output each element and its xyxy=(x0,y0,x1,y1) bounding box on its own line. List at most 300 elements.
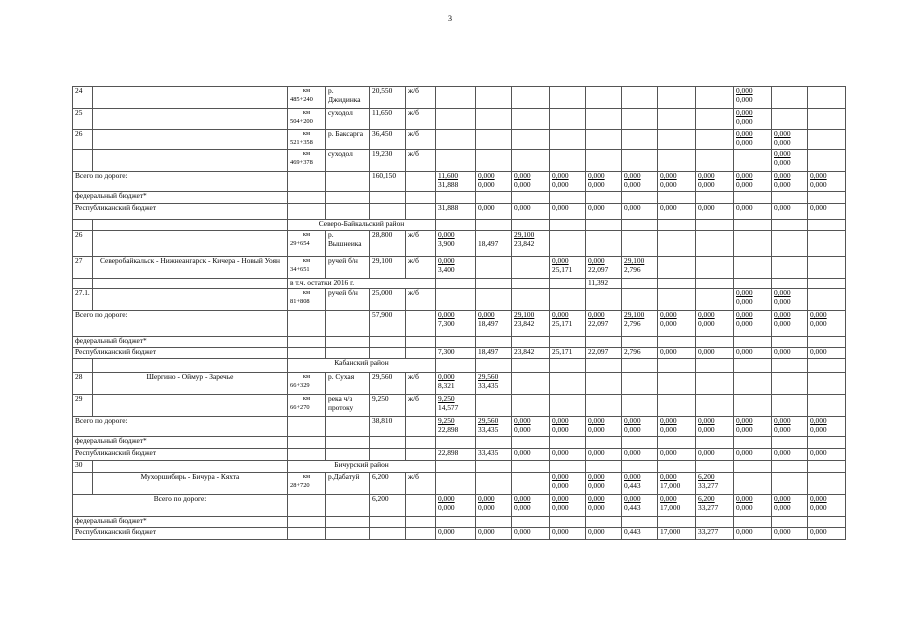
empty-cell xyxy=(808,279,846,289)
km-text: км xyxy=(302,473,311,480)
km-text: км xyxy=(302,130,311,137)
budget-value: 33,435 xyxy=(476,449,512,461)
budget-value: 0,000 xyxy=(476,528,512,540)
value-cell xyxy=(808,417,846,437)
empty-cell xyxy=(73,279,93,289)
value-cell xyxy=(622,373,658,395)
value-cell xyxy=(436,395,476,417)
value-text: 0,000 xyxy=(810,494,827,503)
page-number: 3 xyxy=(448,14,452,23)
value-text: 0,000 xyxy=(478,171,495,180)
table-row xyxy=(73,461,846,473)
empty-cell xyxy=(93,279,288,289)
value-text: 0,000 xyxy=(514,502,531,512)
empty-cell xyxy=(288,311,326,337)
value-text: 0,000 xyxy=(588,179,605,189)
bridge-repair-table xyxy=(72,86,846,540)
empty-cell xyxy=(326,417,370,437)
empty-cell xyxy=(288,348,326,359)
value-cell xyxy=(734,373,772,395)
row-number: 27 xyxy=(73,257,93,279)
bridge-type: ж/б xyxy=(406,395,436,417)
value-text: 0,000 xyxy=(736,116,753,126)
value-cell xyxy=(772,257,808,279)
table-row xyxy=(73,130,846,150)
empty-cell xyxy=(550,192,586,204)
value-cell xyxy=(808,495,846,517)
value-cell xyxy=(772,373,808,395)
value-text: 0,000 xyxy=(736,108,753,117)
budget-label: федеральный бюджет* xyxy=(73,437,288,449)
value-text: 0,000 xyxy=(660,416,677,425)
value-cell xyxy=(734,87,772,109)
value-text: 0,000 xyxy=(588,171,605,180)
empty-cell xyxy=(734,279,772,289)
value-cell xyxy=(586,373,622,395)
value-text: 0,000 xyxy=(588,494,605,503)
empty-cell xyxy=(658,517,696,528)
value-text: 18,497 xyxy=(478,238,499,248)
value-text: 0,000 xyxy=(810,171,827,180)
empty-cell xyxy=(772,192,808,204)
table-row xyxy=(73,204,846,220)
total-label: Всего по дороге: xyxy=(73,172,288,192)
km-cell xyxy=(288,150,326,172)
value-text: 0,000 xyxy=(736,288,753,297)
value-cell xyxy=(772,311,808,337)
budget-value: 0,000 xyxy=(734,204,772,220)
value-cell xyxy=(622,495,658,517)
empty-cell xyxy=(808,461,846,473)
empty-cell xyxy=(696,279,734,289)
table-row xyxy=(73,279,846,289)
bridge-type: ж/б xyxy=(406,231,436,257)
empty-cell xyxy=(808,337,846,348)
empty-cell xyxy=(512,517,550,528)
value-cell xyxy=(772,87,808,109)
value-cell xyxy=(436,289,476,311)
value-text: 0,000 xyxy=(736,416,753,425)
budget-value: 0,000 xyxy=(808,528,846,540)
value-cell xyxy=(696,473,734,495)
empty-cell xyxy=(622,517,658,528)
budget-value: 33,277 xyxy=(696,528,734,540)
table-row xyxy=(73,417,846,437)
value-cell xyxy=(586,473,622,495)
empty-cell xyxy=(586,192,622,204)
empty-cell xyxy=(436,337,476,348)
budget-label: Республиканский бюджет xyxy=(73,204,288,220)
empty-cell xyxy=(326,337,370,348)
value-text: 18,497 xyxy=(478,318,499,328)
km-text: 66+270 xyxy=(290,403,310,411)
value-text: 29,100 xyxy=(624,256,645,265)
empty-cell xyxy=(734,192,772,204)
value-cell xyxy=(550,289,586,311)
length: 29,100 xyxy=(370,257,406,279)
empty-cell xyxy=(476,220,512,231)
bridge-type: ж/б xyxy=(406,87,436,109)
location: р. Сухая xyxy=(326,373,370,395)
empty-cell xyxy=(772,337,808,348)
value-cell xyxy=(658,87,696,109)
value-cell xyxy=(696,130,734,150)
empty-cell xyxy=(808,437,846,449)
empty-cell xyxy=(622,220,658,231)
budget-value: 17,000 xyxy=(658,528,696,540)
empty-cell xyxy=(436,279,476,289)
value-cell xyxy=(512,395,550,417)
budget-value: 18,497 xyxy=(476,348,512,359)
empty-cell xyxy=(658,279,696,289)
table-row xyxy=(73,528,846,540)
empty-cell xyxy=(658,359,696,373)
budget-value: 0,000 xyxy=(512,449,550,461)
value-cell xyxy=(586,87,622,109)
empty-cell xyxy=(622,279,658,289)
value-cell xyxy=(436,130,476,150)
value-cell xyxy=(772,473,808,495)
budget-value: 2,796 xyxy=(622,348,658,359)
value-text: 0,000 xyxy=(736,494,753,503)
budget-value: 22,898 xyxy=(436,449,476,461)
empty-cell xyxy=(696,517,734,528)
value-cell xyxy=(696,417,734,437)
empty-cell xyxy=(436,461,476,473)
remainder-value: 11,392 xyxy=(586,279,622,289)
value-text: 0,000 xyxy=(660,179,677,189)
value-text: 0,000 xyxy=(438,256,455,265)
empty-cell xyxy=(658,192,696,204)
value-text: 0,000 xyxy=(736,296,753,306)
value-cell xyxy=(476,395,512,417)
empty-cell xyxy=(772,461,808,473)
budget-value: 0,000 xyxy=(734,348,772,359)
value-text: 0,000 xyxy=(774,171,791,180)
value-cell xyxy=(622,87,658,109)
table-row xyxy=(73,517,846,528)
km-text: 28+720 xyxy=(290,481,310,489)
length: 11,650 xyxy=(370,109,406,130)
empty-cell xyxy=(476,517,512,528)
row-number: 29 xyxy=(73,395,93,417)
empty-cell xyxy=(550,359,586,373)
budget-value: 0,000 xyxy=(772,348,808,359)
empty-cell xyxy=(622,337,658,348)
value-cell xyxy=(808,473,846,495)
empty-cell xyxy=(288,517,326,528)
value-cell xyxy=(550,495,586,517)
value-cell xyxy=(808,257,846,279)
value-text: 25,171 xyxy=(552,264,573,274)
empty-cell xyxy=(326,204,370,220)
value-cell xyxy=(512,417,550,437)
empty-cell xyxy=(512,359,550,373)
value-text: 0,000 xyxy=(698,318,715,328)
value-cell xyxy=(512,311,550,337)
row-number: 28 xyxy=(73,373,93,395)
value-cell xyxy=(476,473,512,495)
table-row xyxy=(73,172,846,192)
row-number xyxy=(73,473,93,495)
value-text: 0,000 xyxy=(552,494,569,503)
budget-value: 0,000 xyxy=(772,204,808,220)
empty-cell xyxy=(586,437,622,449)
value-cell xyxy=(772,150,808,172)
km-text: км xyxy=(302,109,311,116)
value-cell xyxy=(734,172,772,192)
empty-cell xyxy=(370,517,406,528)
row-number xyxy=(73,150,93,172)
empty-cell xyxy=(436,359,476,373)
empty-cell xyxy=(370,204,406,220)
value-text: 0,000 xyxy=(514,179,531,189)
value-cell xyxy=(512,473,550,495)
value-cell xyxy=(772,289,808,311)
value-text: 0,000 xyxy=(624,179,641,189)
empty-cell xyxy=(696,337,734,348)
empty-cell xyxy=(696,220,734,231)
empty-cell xyxy=(406,348,436,359)
value-cell xyxy=(622,417,658,437)
total-length: 57,900 xyxy=(370,311,406,337)
value-text: 22,097 xyxy=(588,318,609,328)
empty-cell xyxy=(406,192,436,204)
value-text: 0,000 xyxy=(736,171,753,180)
value-text: 0,000 xyxy=(552,310,569,319)
value-cell xyxy=(658,495,696,517)
value-text: 29,560 xyxy=(478,416,499,425)
empty-cell xyxy=(326,311,370,337)
value-text: 9,250 xyxy=(438,394,455,403)
value-cell xyxy=(550,373,586,395)
value-text: 0,000 xyxy=(736,94,753,104)
value-text: 17,000 xyxy=(660,480,681,490)
empty-cell xyxy=(288,337,326,348)
empty-cell xyxy=(476,461,512,473)
value-cell xyxy=(586,289,622,311)
value-cell xyxy=(658,150,696,172)
empty-cell xyxy=(772,437,808,449)
empty-cell xyxy=(326,348,370,359)
value-cell xyxy=(808,130,846,150)
value-cell xyxy=(658,289,696,311)
value-cell xyxy=(808,150,846,172)
value-text: 22,097 xyxy=(588,264,609,274)
total-length: 6,200 xyxy=(370,495,406,517)
empty-cell xyxy=(658,337,696,348)
table-row xyxy=(73,289,846,311)
value-cell xyxy=(436,87,476,109)
value-cell xyxy=(772,395,808,417)
budget-label: Республиканский бюджет xyxy=(73,348,288,359)
value-text: 0,000 xyxy=(478,310,495,319)
value-text: 29,100 xyxy=(514,310,535,319)
empty-cell xyxy=(288,204,326,220)
value-cell xyxy=(696,109,734,130)
value-text: 0,000 xyxy=(698,416,715,425)
km-text: км xyxy=(302,87,311,94)
budget-value: 0,000 xyxy=(550,449,586,461)
value-text: 0,000 xyxy=(660,424,677,434)
value-cell xyxy=(734,473,772,495)
value-text: 0,000 xyxy=(698,310,715,319)
empty-cell xyxy=(658,437,696,449)
value-text: 31,888 xyxy=(438,179,459,189)
value-cell xyxy=(808,395,846,417)
empty-cell xyxy=(550,220,586,231)
empty-cell xyxy=(406,437,436,449)
value-text: 29,560 xyxy=(478,372,499,381)
empty-cell xyxy=(436,192,476,204)
value-text: 0,000 xyxy=(810,502,827,512)
empty-cell xyxy=(586,461,622,473)
value-cell xyxy=(586,395,622,417)
km-text: км xyxy=(302,150,311,157)
km-cell xyxy=(288,109,326,130)
empty-cell xyxy=(406,417,436,437)
value-cell xyxy=(622,257,658,279)
value-text: 0,000 xyxy=(736,424,753,434)
value-text: 0,000 xyxy=(698,424,715,434)
value-cell xyxy=(476,109,512,130)
empty-cell xyxy=(288,192,326,204)
row-number: 25 xyxy=(73,109,93,130)
value-cell xyxy=(476,150,512,172)
value-cell xyxy=(512,289,550,311)
road-name xyxy=(93,130,288,150)
value-cell xyxy=(734,257,772,279)
value-text: 6,200 xyxy=(698,472,715,481)
empty-cell xyxy=(772,517,808,528)
bridge-type: ж/б xyxy=(406,109,436,130)
budget-label: Республиканский бюджет xyxy=(73,449,288,461)
value-cell xyxy=(696,373,734,395)
value-text: 0,000 xyxy=(552,171,569,180)
value-cell xyxy=(550,150,586,172)
road-name: Северобайкальск - Нижнеангарск - Кичера - Новый Уоян xyxy=(93,257,288,279)
table-row xyxy=(73,495,846,517)
value-cell xyxy=(772,495,808,517)
empty-cell xyxy=(93,359,288,373)
value-cell xyxy=(658,109,696,130)
value-text: 0,000 xyxy=(736,318,753,328)
district-title: Бичурский район xyxy=(288,461,436,473)
budget-value: 0,000 xyxy=(586,528,622,540)
value-text: 33,277 xyxy=(698,502,719,512)
empty-cell xyxy=(436,517,476,528)
value-text: 0,000 xyxy=(478,179,495,189)
value-text: 0,000 xyxy=(774,296,791,306)
value-cell xyxy=(696,395,734,417)
bridge-type: ж/б xyxy=(406,150,436,172)
budget-value: 0,000 xyxy=(436,528,476,540)
value-cell xyxy=(550,87,586,109)
value-cell xyxy=(586,109,622,130)
km-cell xyxy=(288,87,326,109)
value-cell xyxy=(696,289,734,311)
empty-cell xyxy=(512,192,550,204)
value-cell xyxy=(734,150,772,172)
empty-cell xyxy=(550,337,586,348)
value-cell xyxy=(658,417,696,437)
value-cell xyxy=(550,172,586,192)
value-text: 0,000 xyxy=(810,310,827,319)
empty-cell xyxy=(476,279,512,289)
budget-value: 7,300 xyxy=(436,348,476,359)
row-number: 27.1. xyxy=(73,289,93,311)
empty-cell xyxy=(326,495,370,517)
value-cell xyxy=(734,109,772,130)
km-text: 66+329 xyxy=(290,381,310,389)
empty-cell xyxy=(512,437,550,449)
road-name xyxy=(93,150,288,172)
total-label: Всего по дороге: xyxy=(73,495,288,517)
value-cell xyxy=(586,231,622,257)
length: 9,250 xyxy=(370,395,406,417)
empty-cell xyxy=(370,337,406,348)
budget-value: 23,842 xyxy=(512,348,550,359)
value-cell xyxy=(476,495,512,517)
district-title: Северо-Байкальский район xyxy=(288,220,436,231)
empty-cell xyxy=(93,220,288,231)
empty-cell xyxy=(476,359,512,373)
value-text: 0,000 xyxy=(552,502,569,512)
empty-cell xyxy=(658,461,696,473)
total-length: 160,150 xyxy=(370,172,406,192)
value-text: 0,000 xyxy=(660,494,677,503)
budget-value: 0,000 xyxy=(696,449,734,461)
value-cell xyxy=(586,130,622,150)
budget-value: 0,000 xyxy=(550,528,586,540)
location: ручей б/н xyxy=(326,257,370,279)
value-cell xyxy=(436,109,476,130)
table-row xyxy=(73,373,846,395)
table-row xyxy=(73,449,846,461)
value-text: 23,842 xyxy=(514,318,535,328)
value-text: 0,000 xyxy=(774,318,791,328)
value-text: 0,000 xyxy=(552,424,569,434)
km-cell xyxy=(288,395,326,417)
empty-cell xyxy=(406,172,436,192)
value-cell xyxy=(550,130,586,150)
empty-cell xyxy=(808,192,846,204)
value-cell xyxy=(512,130,550,150)
empty-cell xyxy=(288,528,326,540)
empty-cell xyxy=(512,279,550,289)
value-cell xyxy=(622,130,658,150)
value-text: 0,000 xyxy=(774,179,791,189)
empty-cell xyxy=(808,220,846,231)
budget-value: 0,000 xyxy=(808,449,846,461)
km-text: км xyxy=(302,257,311,264)
value-text: 0,000 xyxy=(660,310,677,319)
remainder-label: в т.ч. остатки 2016 г. xyxy=(288,279,436,289)
budget-value: 0,000 xyxy=(622,449,658,461)
budget-value: 25,171 xyxy=(550,348,586,359)
value-cell xyxy=(808,289,846,311)
empty-cell xyxy=(550,279,586,289)
value-cell xyxy=(772,130,808,150)
value-cell xyxy=(622,172,658,192)
budget-value: 0,000 xyxy=(696,204,734,220)
empty-cell xyxy=(550,461,586,473)
value-text: 33,435 xyxy=(478,380,499,390)
length: 28,800 xyxy=(370,231,406,257)
empty-cell xyxy=(734,337,772,348)
value-cell xyxy=(808,231,846,257)
value-text: 11,600 xyxy=(438,171,459,180)
